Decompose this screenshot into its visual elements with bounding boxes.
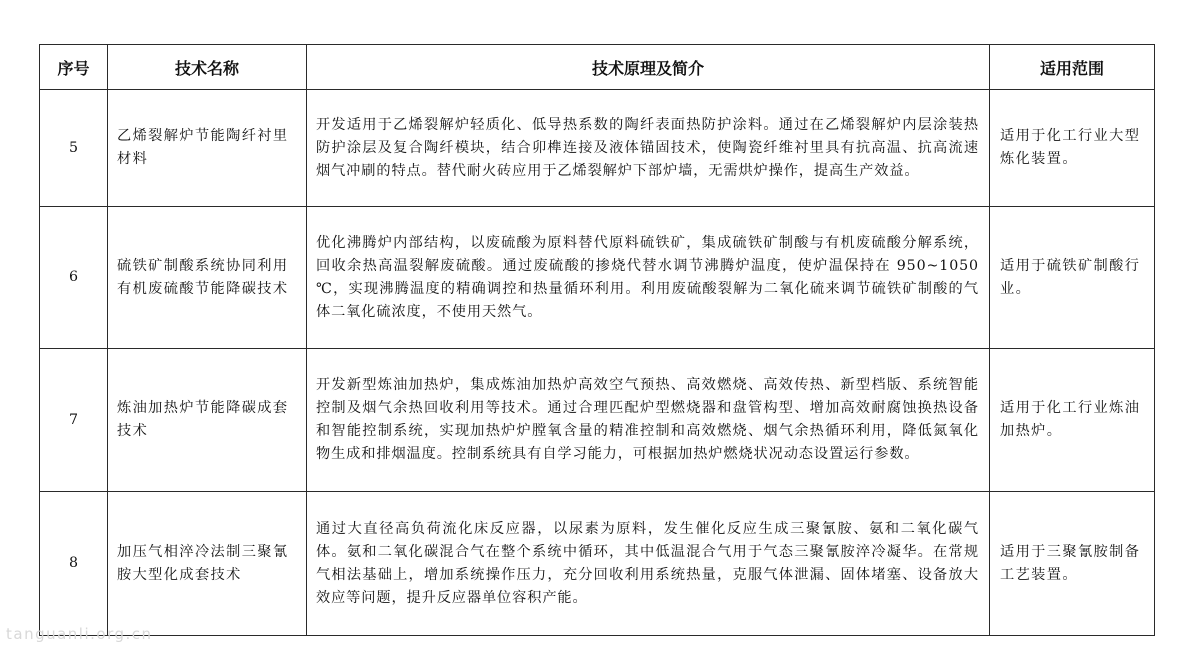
technology-name: 乙烯裂解炉节能陶纤衬里材料 [108,90,307,207]
application-scope: 适用于硫铁矿制酸行业。 [990,207,1155,349]
header-desc: 技术原理及简介 [307,45,990,90]
technology-description: 开发适用于乙烯裂解炉轻质化、低导热系数的陶纤表面热防护涂料。通过在乙烯裂解炉内层涂装热防护涂层及复合陶纤模块，结合卯榫连接及液体锚固技术，使陶瓷纤维衬里具有抗高温、抗高流速烟气冲刷的特点。替代耐火砖应用于乙烯裂解炉下部炉墙，无需烘炉操作，提高生产效益。 [307,90,990,207]
application-scope: 适用于化工行业炼油加热炉。 [990,349,1155,492]
technology-name: 炼油加热炉节能降碳成套技术 [108,349,307,492]
watermark-text: tanguanli.org.cn [6,625,153,643]
technology-description: 优化沸腾炉内部结构，以废硫酸为原料替代原料硫铁矿，集成硫铁矿制酸与有机废硫酸分解系统，回收余热高温裂解废硫酸。通过废硫酸的掺烧代替水调节沸腾炉温度，使炉温保持在 950~1050 ℃，实现沸腾温度的精确调控和热量循环利用。利用废硫酸裂解为二氧化硫来调节硫铁矿制酸的气体二氧化硫浓度，不使用天然气。 [307,207,990,349]
technology-table [39,44,1155,636]
header-name: 技术名称 [108,45,307,90]
technology-name: 加压气相淬冷法制三聚氰胺大型化成套技术 [108,492,307,636]
table-row [40,207,1155,349]
technology-description: 通过大直径高负荷流化床反应器，以尿素为原料，发生催化反应生成三聚氰胺、氨和二氧化碳气体。氨和二氧化碳混合气在整个系统中循环，其中低温混合气用于气态三聚氰胺淬冷凝华。在常规气相法基础上，增加系统操作压力，充分回收利用系统热量，克服气体泄漏、固体堵塞、设备放大效应等问题，提升反应器单位容积产能。 [307,492,990,636]
row-number: 6 [40,207,108,349]
table-header-row [40,45,1155,90]
application-scope: 适用于三聚氰胺制备工艺装置。 [990,492,1155,636]
technology-name: 硫铁矿制酸系统协同利用有机废硫酸节能降碳技术 [108,207,307,349]
technology-description: 开发新型炼油加热炉，集成炼油加热炉高效空气预热、高效燃烧、高效传热、新型档版、系统智能控制及烟气余热回收利用等技术。通过合理匹配炉型燃烧器和盘管构型、增加高效耐腐蚀换热设备和智能控制系统，实现加热炉炉膛氧含量的精准控制和高效燃烧、烟气余热循环利用，降低氮氧化物生成和排烟温度。控制系统具有自学习能力，可根据加热炉燃烧状况动态设置运行参数。 [307,349,990,492]
table-row [40,492,1155,636]
header-scope: 适用范围 [990,45,1155,90]
application-scope: 适用于化工行业大型炼化装置。 [990,90,1155,207]
row-number: 5 [40,90,108,207]
row-number: 7 [40,349,108,492]
table-row [40,90,1155,207]
header-no: 序号 [40,45,108,90]
row-number: 8 [40,492,108,636]
table-row [40,349,1155,492]
